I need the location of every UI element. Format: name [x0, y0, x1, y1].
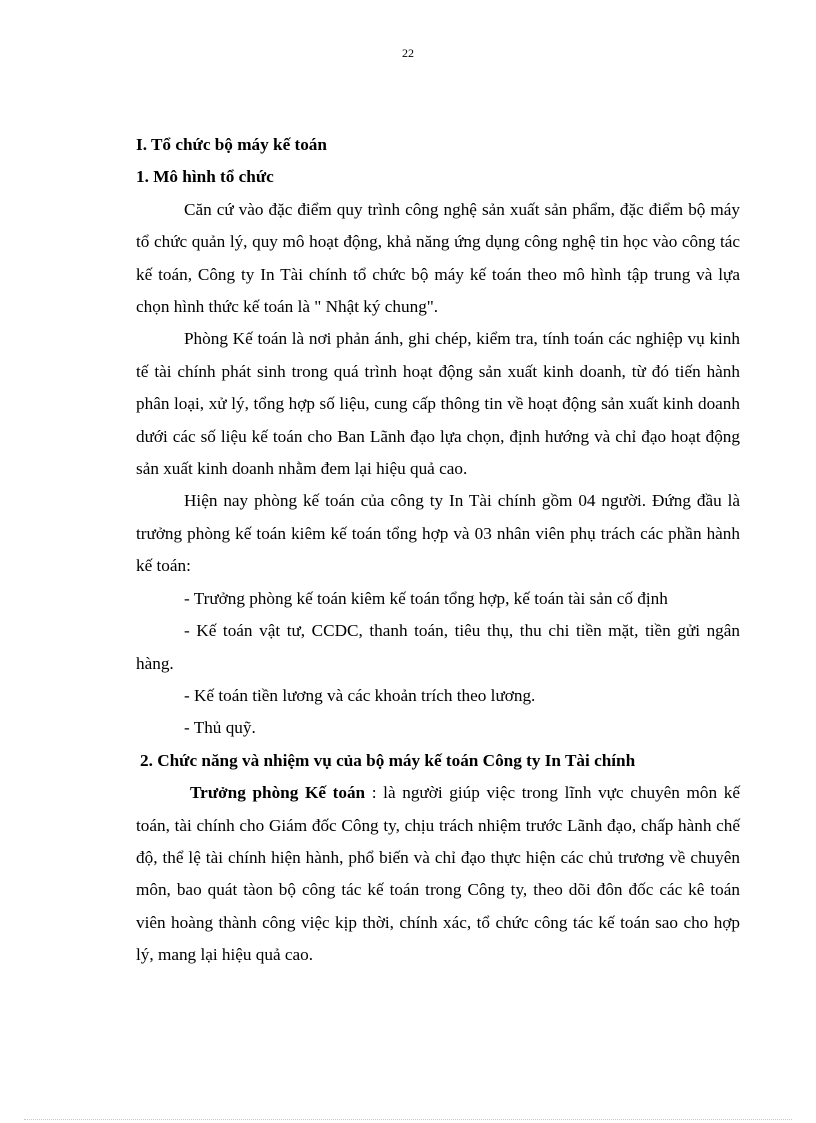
document-body [136, 129, 740, 972]
lead-text: : là người giúp việc trong lĩnh vực chuyên môn kế toán, tài chính cho Giám đốc Công ty, chịu trách nhiệm trước Lãnh đạo, chấp hành chế độ, thể lệ tài chính hiện hành, phổ biến và chỉ đạo thực hiện các chủ trương về chuyên môn, bao quát tàon bộ công tác kế toán trong Công ty, theo dõi đôn đốc các kê toán viên hoàng thành công việc kịp thời, chính xác, tổ chức công tác kế toán sao cho hợp lý, mang lại hiệu quả cao. [136, 783, 740, 965]
subsection-heading-1: 1. Mô hình tổ chức [136, 167, 274, 187]
paragraph-accounting-department: Phòng Kế toán là nơi phản ánh, ghi chép, kiểm tra, tính toán các nghiệp vụ kinh tế tài chính phát sinh trong quá trình hoạt động sản xuất kinh doanh, từ đó tiến hành phân loại, xử lý, tổng hợp số liệu, cung cấp thông tin về hoạt động sản xuất kinh doanh dưới các số liệu kế toán cho Ban Lãnh đạo lựa chọn, định hướng và chỉ đạo hoạt động sản xuất kinh doanh nhằm đem lại hiệu quả cao. [136, 329, 740, 479]
list-item: - Trưởng phòng kế toán kiêm kế toán tổng hợp, kế toán tài sản cố định [184, 588, 668, 608]
page-bottom-divider [24, 1119, 792, 1120]
list-item: - Kế toán vật tư, CCDC, thanh toán, tiêu thụ, thu chi tiền mặt, tiền gửi ngân hàng. [136, 621, 740, 673]
section-heading: I. Tổ chức bộ máy kế toán [136, 135, 327, 154]
page-number: 22 [402, 46, 414, 60]
paragraph-chief-accountant [136, 777, 740, 971]
paragraph-organization-model: Căn cứ vào đặc điểm quy trình công nghệ sản xuất sản phẩm, đặc điểm bộ máy tổ chức quản lý, quy mô hoạt động, khả năng ứng dụng công nghệ tin học vào công tác kế toán, Công ty In Tài chính tổ chức bộ máy kế toán theo mô hình tập trung và lựa chọn hình thức kế toán là " Nhật ký chung". [136, 199, 740, 317]
lead-term: Trưởng phòng Kế toán [190, 783, 366, 803]
list-item: - Kế toán tiền lương và các khoản trích theo lương. [184, 685, 536, 705]
list-item: - Thủ quỹ. [184, 718, 256, 738]
paragraph-staff: Hiện nay phòng kế toán của công ty In Tài chính gồm 04 người. Đứng đầu là trưởng phòng kế toán kiêm kế toán tổng hợp và 03 nhân viên phụ trách các phần hành kế toán: [136, 491, 740, 576]
subsection-heading-2: 2. Chức năng và nhiệm vụ của bộ máy kế toán Công ty In Tài chính [140, 750, 636, 770]
